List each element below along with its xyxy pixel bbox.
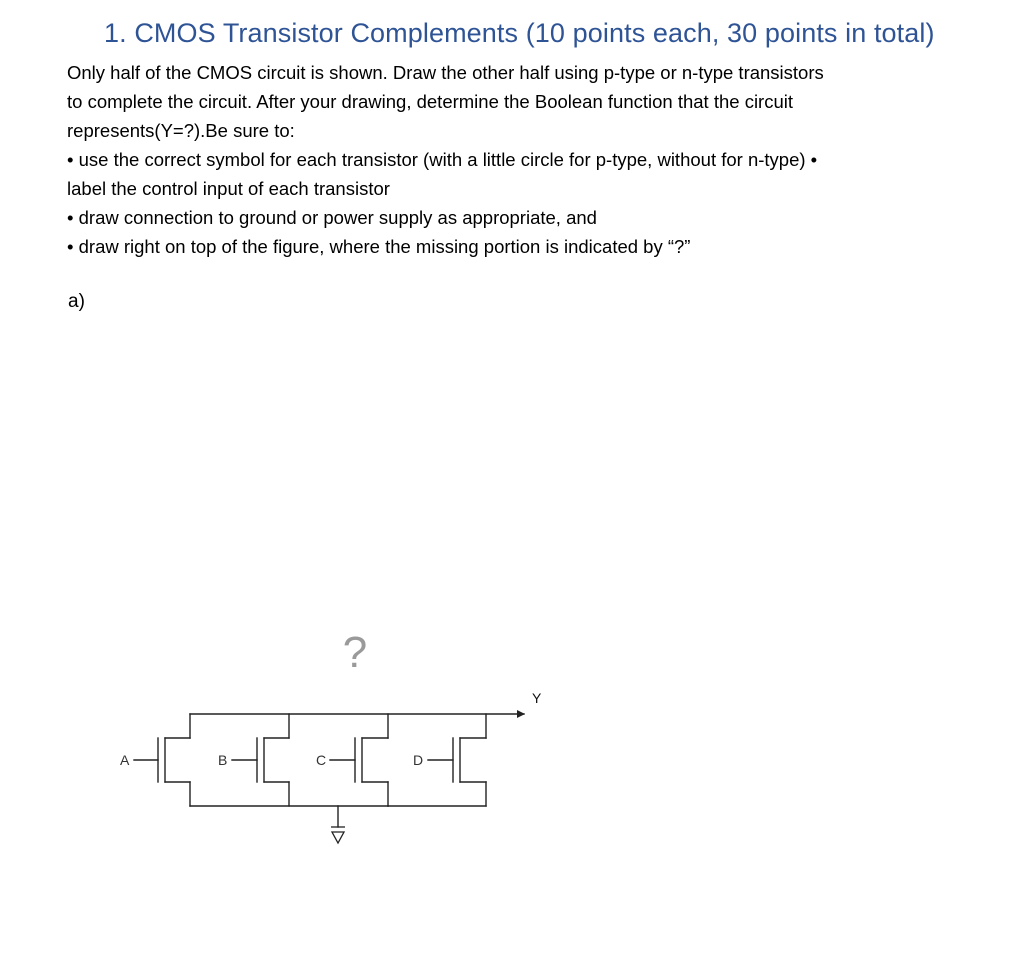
instruction-bullet: • draw right on top of the figure, where the missing portion is indicated by “?” <box>67 236 691 257</box>
input-label-b: B <box>218 752 228 768</box>
output-label-y: Y <box>532 690 542 706</box>
input-label-a: A <box>120 752 130 768</box>
instruction-line: to complete the circuit. After your drawing, determine the Boolean function that the circuit <box>67 91 793 112</box>
transistor-d <box>388 714 486 806</box>
instruction-line: represents(Y=?).Be sure to: <box>67 120 295 141</box>
ground-symbol <box>331 827 345 843</box>
transistor-b <box>232 714 289 806</box>
instruction-line: Only half of the CMOS circuit is shown. Draw the other half using p-type or n-type transistors <box>67 62 824 83</box>
part-a-label: a) <box>68 291 85 312</box>
instruction-line: label the control input of each transistor <box>67 178 390 199</box>
transistor-a <box>134 714 190 806</box>
transistor-c <box>330 714 388 806</box>
missing-portion-marker: ? <box>342 628 368 677</box>
input-label-c: C <box>316 752 327 768</box>
instruction-bullet: • use the correct symbol for each transistor (with a little circle for p-type, without for n-type) • <box>67 149 818 170</box>
input-label-d: D <box>413 752 424 768</box>
instruction-bullet: • draw connection to ground or power supply as appropriate, and <box>67 207 597 228</box>
question-title: 1. CMOS Transistor Complements (10 points each, 30 points in total) <box>104 18 935 48</box>
